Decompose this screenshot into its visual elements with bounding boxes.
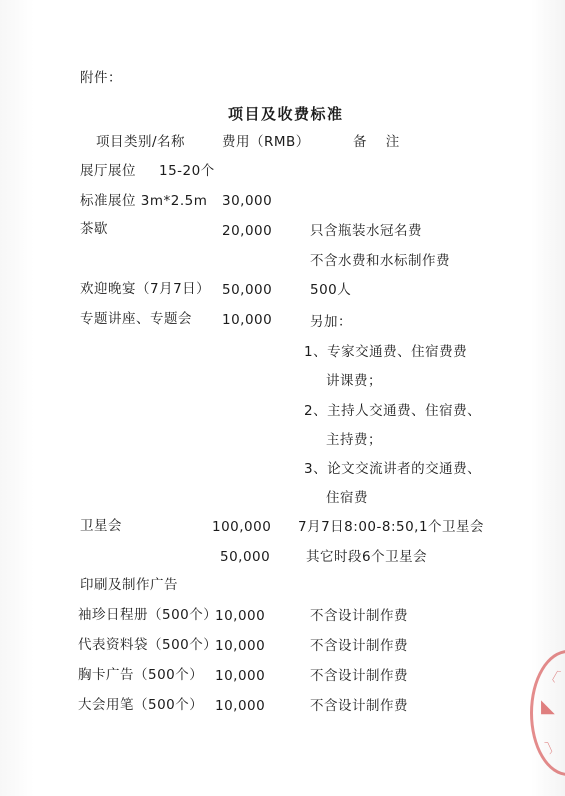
lecture-fee: 10,000 [222, 312, 273, 328]
lecture-remark-line: 2、主持人交通费、住宿费、 [304, 403, 482, 419]
satellite-fee-2: 50,000 [220, 549, 271, 565]
lecture-remark-line: 3、论文交流讲者的交通费、 [304, 461, 482, 477]
tea-break-remark-1: 只含瓶装水冠名费 [310, 223, 422, 239]
print-item-fee: 10,000 [215, 668, 266, 684]
seal-glyph: 〔 [541, 664, 562, 686]
booth-label: 展厅展位 [80, 163, 136, 179]
tea-break-remark-2: 不含水费和水标制作费 [310, 253, 450, 269]
header-category: 项目类别/名称 [96, 134, 186, 150]
standard-booth-fee: 30,000 [222, 193, 273, 209]
print-item-remark: 不含设计制作费 [310, 698, 408, 714]
print-item-name: 大会用笔（500个） [78, 697, 204, 713]
standard-booth-name: 标准展位 3m*2.5m [80, 193, 208, 209]
lecture-remark-line: 主持费； [326, 432, 382, 448]
welcome-dinner-fee: 50,000 [222, 282, 273, 298]
lecture-remark-intro: 另加： [310, 314, 352, 330]
print-item-fee: 10,000 [215, 608, 266, 624]
print-item-fee: 10,000 [215, 698, 266, 714]
print-item-name: 代表资料袋（500个） [78, 637, 218, 653]
tea-break-fee: 20,000 [222, 223, 273, 239]
header-remark: 备 注 [353, 134, 400, 150]
print-item-remark: 不含设计制作费 [310, 608, 408, 624]
attachment-label: 附件： [80, 70, 122, 86]
seal-star-icon: ◣ [541, 696, 555, 717]
seal-glyph: 〕 [543, 736, 564, 758]
print-item-fee: 10,000 [215, 638, 266, 654]
lecture-remark-line: 1、专家交通费、住宿费费 [304, 344, 468, 360]
lecture-remark-line: 住宿费 [326, 490, 368, 506]
print-section-heading: 印刷及制作广告 [80, 577, 178, 593]
welcome-dinner-name: 欢迎晚宴（7月7日） [80, 281, 211, 297]
satellite-remark-1: 7月7日8:00-8:50,1个卫星会 [298, 519, 485, 535]
satellite-name: 卫星会 [80, 518, 122, 534]
print-item-remark: 不含设计制作费 [310, 638, 408, 654]
page-title: 项目及收费标准 [228, 105, 344, 123]
print-item-name: 胸卡广告（500个） [78, 667, 204, 683]
welcome-dinner-remark: 500人 [310, 282, 352, 298]
satellite-remark-2: 其它时段6个卫星会 [306, 549, 428, 565]
print-item-remark: 不含设计制作费 [310, 668, 408, 684]
lecture-name: 专题讲座、专题会 [80, 311, 192, 327]
satellite-fee-1: 100,000 [212, 519, 272, 535]
tea-break-name: 茶歇 [80, 221, 108, 237]
booth-count: 15-20个 [159, 163, 215, 179]
lecture-remark-line: 讲课费； [326, 373, 382, 389]
header-fee: 费用（RMB） [222, 134, 310, 150]
print-item-name: 袖珍日程册（500个） [78, 607, 218, 623]
